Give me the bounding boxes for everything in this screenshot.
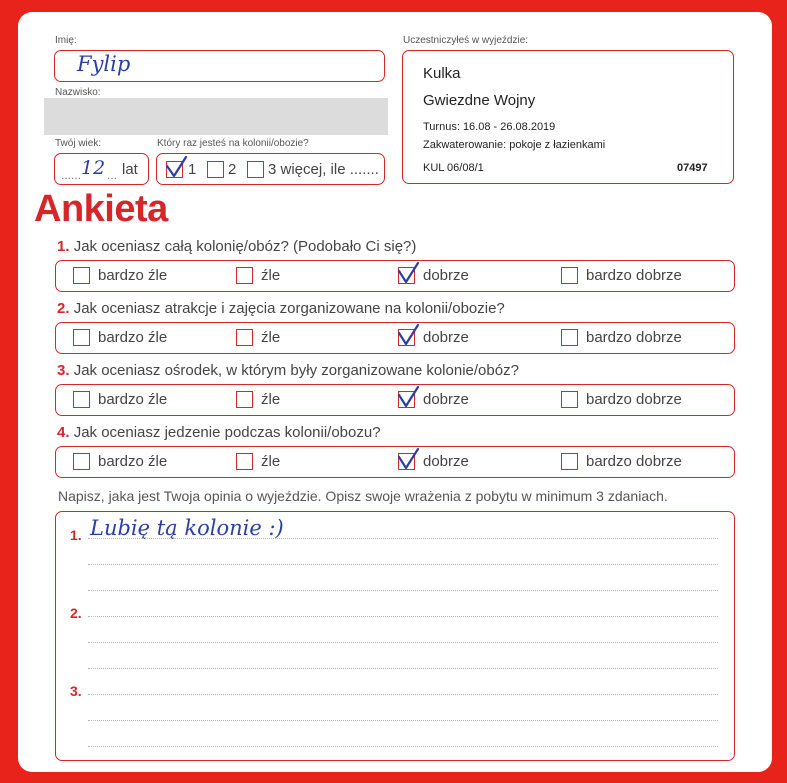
age-label: Twój wiek: xyxy=(55,138,102,149)
question-3-option-4-label: bardzo dobrze xyxy=(586,391,682,408)
writing-line xyxy=(88,694,718,695)
writing-line xyxy=(88,668,718,669)
camp-accommodation: Zakwaterowanie: pokoje z łazienkami xyxy=(423,139,606,151)
times-option-1-checkbox[interactable] xyxy=(166,161,183,178)
question-3-option-3-label: dobrze xyxy=(423,391,469,408)
question-1-option-4-checkbox[interactable] xyxy=(561,267,578,284)
surname-redaction xyxy=(44,98,388,135)
age-field[interactable] xyxy=(54,153,149,185)
question-2-option-1-checkbox[interactable] xyxy=(73,329,90,346)
question-2-option-1-label: bardzo źle xyxy=(98,329,168,346)
first-name-label: Imię: xyxy=(55,35,77,46)
age-unit: lat xyxy=(122,161,138,178)
question-4-option-3-checkbox[interactable] xyxy=(398,453,415,470)
surname-label: Nazwisko: xyxy=(55,87,101,98)
camp-turnus: Turnus: 16.08 - 26.08.2019 xyxy=(423,121,556,133)
question-1-option-3-label: dobrze xyxy=(423,267,469,284)
question-3-option-2-label: źle xyxy=(261,391,281,408)
question-1-option-4-label: bardzo dobrze xyxy=(586,267,682,284)
age-value: 12 xyxy=(81,157,106,179)
writing-line xyxy=(88,564,718,565)
writing-line xyxy=(88,616,718,617)
opinion-line-1-text: Lubię tą kolonie :) xyxy=(90,516,284,540)
question-1-title xyxy=(57,238,416,255)
camp-name: Gwiezdne Wojny xyxy=(423,92,536,109)
question-1-option-2-label: źle xyxy=(261,267,281,284)
question-3-option-1-checkbox[interactable] xyxy=(73,391,90,408)
writing-line xyxy=(88,642,718,643)
question-3-option-4-checkbox[interactable] xyxy=(561,391,578,408)
survey-title: Ankieta xyxy=(34,188,168,230)
question-4-option-2-checkbox[interactable] xyxy=(236,453,253,470)
camp-code: KUL 06/08/1 xyxy=(423,162,484,174)
writing-line xyxy=(88,746,718,747)
times-option-3-label: 3 więcej, ile ....... xyxy=(268,161,379,178)
question-3-option-1-label: bardzo źle xyxy=(98,391,168,408)
camp-info-box xyxy=(402,50,734,184)
first-name-field[interactable] xyxy=(54,50,385,82)
times-option-2-label: 2 xyxy=(228,161,237,178)
writing-line xyxy=(88,720,718,721)
camp-company: Kulka xyxy=(423,65,461,82)
question-4-option-1-label: bardzo źle xyxy=(98,453,168,470)
camp-number: 07497 xyxy=(677,162,708,174)
question-1-option-2-checkbox[interactable] xyxy=(236,267,253,284)
question-text: Jak oceniasz jedzenie podczas kolonii/obozu? xyxy=(73,424,381,441)
question-4-option-1-checkbox[interactable] xyxy=(73,453,90,470)
question-4-option-4-checkbox[interactable] xyxy=(561,453,578,470)
question-1-option-1-label: bardzo źle xyxy=(98,267,168,284)
opinion-line-3-number: 3. xyxy=(70,683,82,699)
writing-line xyxy=(88,538,718,539)
times-label: Który raz jesteś na kolonii/obozie? xyxy=(157,138,309,149)
question-2-option-2-label: źle xyxy=(261,329,281,346)
times-field xyxy=(156,153,385,185)
question-number: 2. xyxy=(57,300,70,317)
question-4-option-4-label: bardzo dobrze xyxy=(586,453,682,470)
age-dots-right: ... xyxy=(107,168,118,182)
opinion-line-1-number: 1. xyxy=(70,527,82,543)
question-number: 1. xyxy=(57,238,70,255)
question-3-option-3-checkbox[interactable] xyxy=(398,391,415,408)
age-dots-left: ...... xyxy=(61,168,82,182)
question-2-option-2-checkbox[interactable] xyxy=(236,329,253,346)
question-3-option-2-checkbox[interactable] xyxy=(236,391,253,408)
question-4-option-3-label: dobrze xyxy=(423,453,469,470)
question-1-option-3-checkbox[interactable] xyxy=(398,267,415,284)
question-1-option-1-checkbox[interactable] xyxy=(73,267,90,284)
camp-label: Uczestniczyłeś w wyjeździe: xyxy=(403,35,529,46)
question-2-title xyxy=(57,300,505,317)
question-2-option-4-checkbox[interactable] xyxy=(561,329,578,346)
question-text: Jak oceniasz atrakcje i zajęcia zorganizowane na kolonii/obozie? xyxy=(73,300,505,317)
question-4-option-2-label: źle xyxy=(261,453,281,470)
question-2-option-3-label: dobrze xyxy=(423,329,469,346)
question-number: 3. xyxy=(57,362,70,379)
opinion-prompt: Napisz, jaka jest Twoja opinia o wyjeździe. Opisz swoje wrażenia z pobytu w minimum 3 zdaniach. xyxy=(58,488,668,504)
writing-line xyxy=(88,590,718,591)
question-4-title xyxy=(57,424,381,441)
times-option-3-checkbox[interactable] xyxy=(247,161,264,178)
opinion-box[interactable] xyxy=(55,511,735,761)
times-option-1-label: 1 xyxy=(188,161,197,178)
times-option-2-checkbox[interactable] xyxy=(207,161,224,178)
opinion-line-2-number: 2. xyxy=(70,605,82,621)
first-name-value: Fylip xyxy=(77,52,131,76)
question-3-title xyxy=(57,362,519,379)
question-2-option-4-label: bardzo dobrze xyxy=(586,329,682,346)
question-text: Jak oceniasz całą kolonię/obóz? (Podobało Ci się?) xyxy=(73,238,417,255)
question-number: 4. xyxy=(57,424,70,441)
question-text: Jak oceniasz ośrodek, w którym były zorganizowane kolonie/obóz? xyxy=(73,362,519,379)
question-2-option-3-checkbox[interactable] xyxy=(398,329,415,346)
